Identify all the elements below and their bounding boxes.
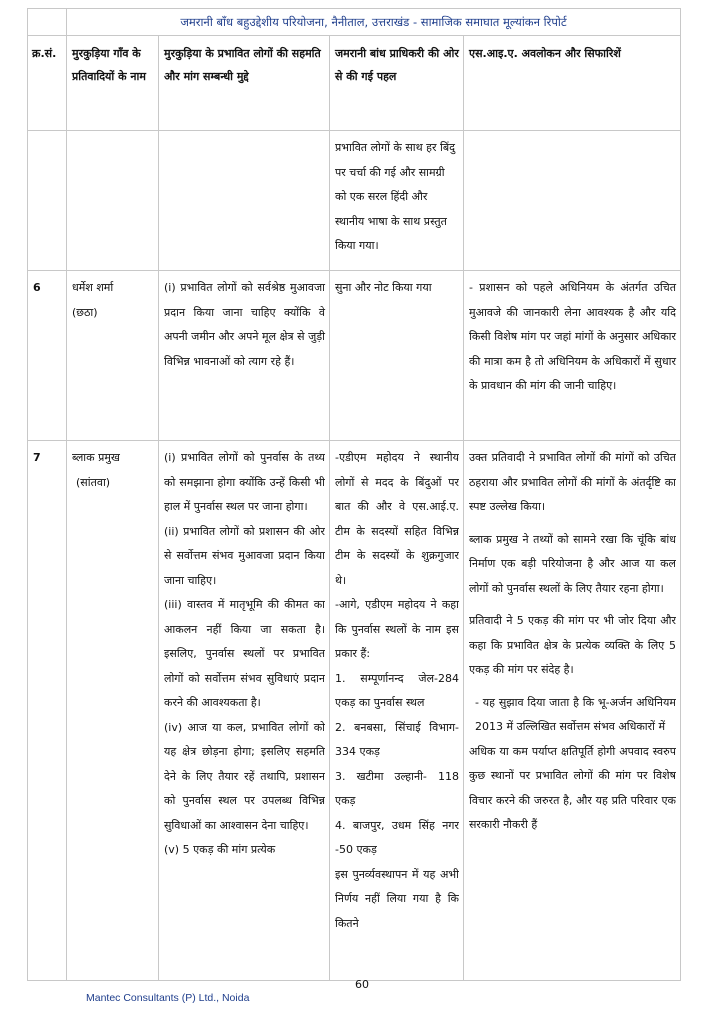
- issue-point: (i) प्रभावित लोगों को पुनर्वास के तथ्य को समझाना होगा क्योंकि उन्हें किसी भी हाल में पुनर्वास स्थल पर जाना होगा।: [164, 451, 325, 513]
- issue-point: (iii) वास्तव में मातृभूमि की कीमत का आकलन नहीं किया जा सकता है। इसलिए, पुनर्वास स्थलों पर प्रभावित लोगों को सर्वोत्तम संभव सुविधाएं प्रदान करने की आवश्यकता है।: [164, 598, 325, 709]
- cell-initiative: प्रभावित लोगों के साथ हर बिंदु पर चर्चा की गई और सामग्री को एक सरल हिंदी और स्थानीय भाषा के साथ प्रस्तुत किया गया।: [330, 131, 464, 271]
- page-title: जमरानी बाँध बहुउद्देशीय परियोजना, नैनीताल, उत्तराखंड - सामाजिक समाघात मूल्यांकन रिपोर्ट: [67, 9, 681, 36]
- cell-observation: [464, 131, 681, 271]
- cell-initiative: सुना और नोट किया गया: [330, 271, 464, 441]
- cell-name: [67, 271, 159, 441]
- initiative-point: इस पुनर्व्यवस्थापन में यह अभी निर्णय नहीं लिया गया है कि कितने: [335, 867, 459, 930]
- respondent-order: (सांतवा): [76, 475, 111, 489]
- table-row: [28, 441, 681, 981]
- cell-issue: [159, 441, 330, 981]
- initiative-point: -एडीएम महोदय ने स्थानीय लोगों से मदद के बिंदुओं पर बात की और वे एस.आई.ए. टीम के सदस्यों सहित विभिन्न टीम के सदस्यों के शुक्रगुजार थे।: [335, 451, 459, 587]
- initiative-point: 4. बाजपुर, उधम सिंह नगर -50 एकड़: [335, 818, 459, 856]
- issue-point: (iv) आज या कल, प्रभावित लोगों को यह क्षेत्र छोड़ना होगा; इसलिए सहमति देने के लिए तैयार रहें तथापि, प्रशासन को पुनर्वास स्थल पर उपलब्ध विभिन्न सुविधाओं का आश्वासन देना चाहिए।: [164, 720, 325, 832]
- column-header-initiative: जमरानी बांध प्राधिकरी की ओर से की गई पहल: [330, 36, 464, 131]
- table-row: [28, 131, 681, 271]
- title-row: [28, 9, 681, 36]
- cell-sno: [28, 131, 67, 271]
- column-header-row: [28, 36, 681, 131]
- cell-name: [67, 131, 159, 271]
- cell-observation: [464, 441, 681, 981]
- table-row: [28, 271, 681, 441]
- report-table: [27, 8, 681, 981]
- respondent-name: ब्लाक प्रमुख: [72, 451, 120, 464]
- observation-paragraph: प्रतिवादी ने 5 एकड़ की मांग पर भी जोर दिया और कहा कि प्रभावित क्षेत्र के प्रत्येक व्यक्ति के लिए 5 एकड़ की मांग पर संदेह है।: [469, 614, 676, 676]
- initiative-point: 2. बनबसा, सिंचाई विभाग- 334 एकड़: [335, 720, 459, 758]
- cell-sno: 7: [28, 441, 67, 981]
- initiative-point: 3. खटीमा उल्हानी- 118 एकड़: [335, 769, 459, 807]
- respondent-order: (छठा): [72, 305, 98, 319]
- cell-observation: - प्रशासन को पहले अधिनियम के अंतर्गत उचित मुआवजे की जानकारी लेना आवश्यक है और यदि किसी विशेष मांग पर जहां मांगों के अनुसार अधिकार की मात्रा कम है तो अधिनियम के अधिकारों में सुधार के प्रावधान की मांग की जानी चाहिए।: [464, 271, 681, 441]
- page-number: 60: [355, 978, 369, 991]
- cell-issue: (i) प्रभावित लोगों को सर्वश्रेष्ठ मुआवजा प्रदान किया जाना चाहिए क्योंकि वे अपनी जमीन और अपने मूल क्षेत्र से जुड़ी विभिन्न भावनाओं को त्याग रहे हैं।: [159, 271, 330, 441]
- respondent-name: धर्मेश शर्मा: [72, 281, 114, 294]
- footer-company: Mantec Consultants (P) Ltd., Noida: [86, 992, 250, 1004]
- issue-point: (v) 5 एकड़ की मांग प्रत्येक: [164, 843, 276, 856]
- title-spacer: [28, 9, 67, 36]
- cell-initiative: [330, 441, 464, 981]
- initiative-point: 1. सम्पूर्णानन्द जेल-284 एकड़ का पुनर्वास स्थल: [335, 671, 459, 709]
- issue-point: (ii) प्रभावित लोगों को प्रशासन की ओर से सर्वोत्तम संभव मुआवजा प्रदान किया जाना चाहिए।: [164, 524, 325, 587]
- cell-name: [67, 441, 159, 981]
- column-header-issue: मुरकुड़िया के प्रभावित लोगों की सहमति और मांग सम्बन्धी मुद्दे: [159, 36, 330, 131]
- observation-paragraph: - यह सुझाव दिया जाता है कि भू-अर्जन अधिनियम 2013 में उल्लिखित सर्वोत्तम संभव अधिकारों में: [475, 695, 676, 733]
- column-header-name: मुरकुड़िया गाँव के प्रतिवादियों के नाम: [67, 36, 159, 131]
- observation-paragraph: अधिक या कम पर्याप्त क्षतिपूर्ति होगी अपवाद स्वरुप कुछ स्थानों पर प्रभावित लोगों की मांग पर विशेष विचार करने की जरुरत है, और यह प्रति परिवार एक सरकारी नौकरी हैं: [469, 744, 676, 831]
- cell-issue: [159, 131, 330, 271]
- initiative-point: -आगे, एडीएम महोदय ने कहा कि पुनर्वास स्थलों के नाम इस प्रकार हैं:: [335, 598, 459, 660]
- column-header-sno: क्र.सं.: [28, 36, 67, 131]
- cell-sno: 6: [28, 271, 67, 441]
- column-header-observation: एस.आइ.ए. अवलोकन और सिफारिशें: [464, 36, 681, 131]
- observation-paragraph: उक्त प्रतिवादी ने प्रभावित लोगों की मांगों को उचित ठहराया और प्रभावित लोगों की मांगों के अंतर्दृष्टि का स्पष्ट उल्लेख किया।: [469, 451, 676, 513]
- observation-paragraph: ब्लाक प्रमुख ने तथ्यों को सामने रखा कि चूंकि बांध निर्माण एक बड़ी परियोजना है और आज या कल लोगों को पुनर्वास स्थलों के लिए तैयार रहना होगा।: [469, 532, 676, 595]
